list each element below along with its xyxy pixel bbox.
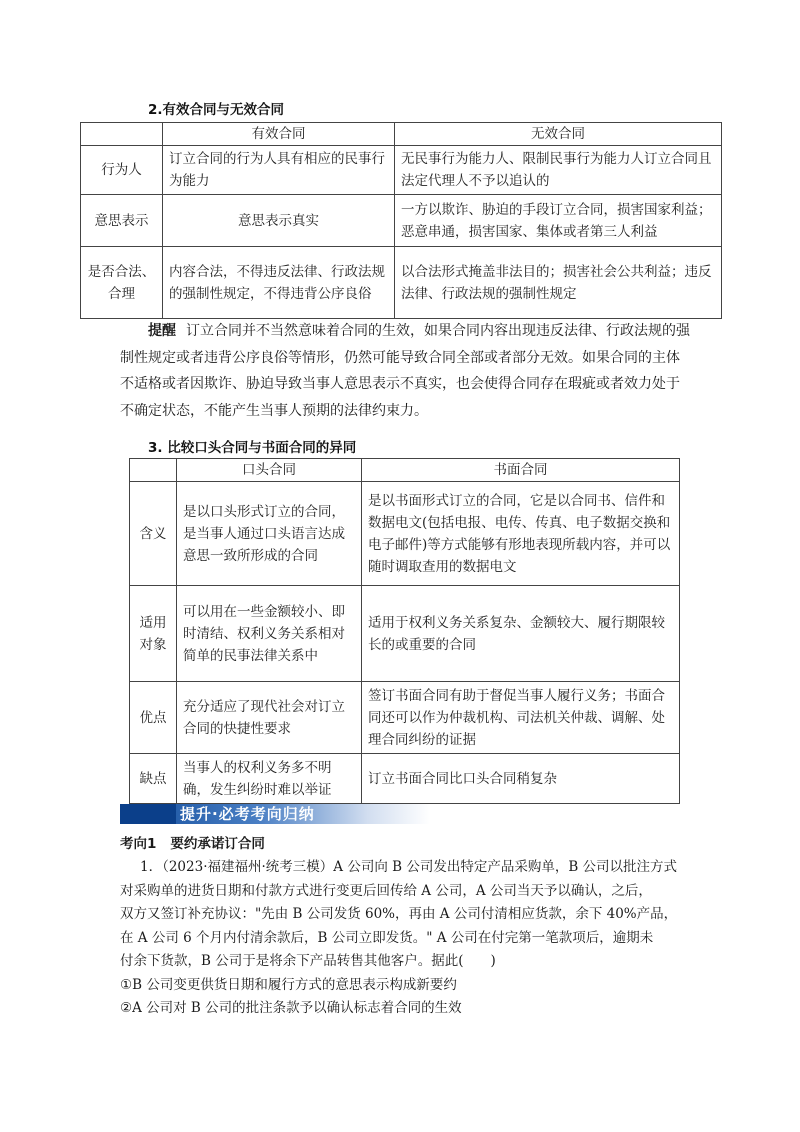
- written-cell: 适用于权利义务关系复杂、金额较大、履行期限较长的或重要的合同: [362, 586, 680, 682]
- section-heading-valid-invalid: 2.有效合同与无效合同: [148, 102, 285, 118]
- header-blank: [130, 459, 177, 482]
- table-row: [130, 754, 680, 804]
- answer-option: ②A 公司对 B 公司的批注条款予以确认标志着合同的生效: [120, 1000, 462, 1016]
- question-line: 在 A 公司 6 个月内付清余款后，B 公司立即发货。" A 公司在付完第一笔款项后，逾期未: [120, 929, 654, 946]
- header-invalid: 无效合同: [395, 123, 722, 146]
- valid-cell: 订立合同的行为人具有相应的民事行为能力: [163, 146, 395, 195]
- question-line: 付余下货款，B 公司于是将余下产品转售其他客户。据此( ): [120, 953, 496, 969]
- row-label: 适用对象: [130, 586, 177, 682]
- banner-text: 提升·必考考向归纳: [180, 805, 315, 823]
- table-header-row: [81, 123, 722, 146]
- row-label: 优点: [130, 682, 177, 754]
- table-header-row: [130, 459, 680, 482]
- row-label: 意思表示: [81, 195, 163, 247]
- question-body: [120, 856, 690, 1021]
- valid-invalid-table: [80, 122, 722, 319]
- reminder-text: 订立合同并不当然意味着合同的生效，如果合同内容出现违反法律、行政法规的强制性规定或者违背公序良俗等情形，仍然可能导致合同全部或者部分无效。如果合同的主体不适格或者因欺诈、胁迫导致当事人意思表示不真实，也会使得合同存在瑕疵或者效力处于不确定状态，不能产生当事人预期的法律约束力。: [120, 323, 690, 419]
- direction-label: 考向1: [120, 836, 157, 852]
- row-label: 含义: [130, 482, 177, 586]
- oral-cell: 当事人的权利义务多不明确，发生纠纷时难以举证: [177, 754, 362, 804]
- answer-option: ①B 公司变更供货日期和履行方式的意思表示构成新要约: [120, 976, 457, 993]
- oral-written-table: [129, 458, 680, 804]
- row-label: 是否合法、合理: [81, 247, 163, 319]
- written-cell: 签订书面合同有助于督促当事人履行义务；书面合同还可以作为仲裁机构、司法机关仲裁、调解、处理合同纠纷的证据: [362, 682, 680, 754]
- header-blank: [81, 123, 163, 146]
- header-written: 书面合同: [362, 459, 680, 482]
- question-line: 1．（2023·福建福州·统考三模）A 公司向 B 公司发出特定产品采购单，B 公司以批注方式: [140, 859, 678, 875]
- section-heading-oral-written: 3. 比较口头合同与书面合同的异同: [148, 440, 357, 456]
- invalid-cell: 无民事行为能力人、限制民事行为能力人订立合同且法定代理人不予以追认的: [395, 146, 722, 195]
- header-valid: 有效合同: [163, 123, 395, 146]
- direction-title: 要约承诺订合同: [170, 836, 265, 852]
- valid-cell: 内容合法，不得违反法律、行政法规的强制性规定，不得违背公序良俗: [163, 247, 395, 319]
- reminder-paragraph: [120, 318, 690, 424]
- row-label: 行为人: [81, 146, 163, 195]
- oral-cell: 可以用在一些金额较小、即时清结、权利义务关系相对简单的民事法律关系中: [177, 586, 362, 682]
- valid-cell: 意思表示真实: [163, 195, 395, 247]
- table-row: [81, 146, 722, 195]
- table-row: [130, 586, 680, 682]
- invalid-cell: 以合法形式掩盖非法目的；损害社会公共利益；违反法律、行政法规的强制性规定: [395, 247, 722, 319]
- banner-bar: [120, 804, 176, 824]
- header-oral: 口头合同: [177, 459, 362, 482]
- table-row: [130, 682, 680, 754]
- table-row: [81, 195, 722, 247]
- question-line: 双方又签订补充协议："先由 B 公司发货 60%，再由 A 公司付清相应货款，余下 40%产品，: [120, 906, 678, 922]
- table-row: [130, 482, 680, 586]
- row-label: 缺点: [130, 754, 177, 804]
- question-direction-heading: [120, 832, 265, 852]
- oral-cell: 充分适应了现代社会对订立合同的快捷性要求: [177, 682, 362, 754]
- invalid-cell: 一方以欺诈、胁迫的手段订立合同，损害国家利益；恶意串通，损害国家、集体或者第三人利益: [395, 195, 722, 247]
- written-cell: 订立书面合同比口头合同稍复杂: [362, 754, 680, 804]
- written-cell: 是以书面形式订立的合同，它是以合同书、信件和数据电文(包括电报、电传、传真、电子数据交换和电子邮件)等方式能够有形地表现所载内容，并可以随时调取查用的数据电文: [362, 482, 680, 586]
- table-row: [81, 247, 722, 319]
- reminder-lead: 提醒: [148, 323, 176, 339]
- question-line: 对采购单的进货日期和付款方式进行变更后回传给 A 公司，A 公司当天予以确认，之后，: [120, 882, 652, 899]
- section-banner: [120, 804, 430, 824]
- oral-cell: 是以口头形式订立的合同，是当事人通过口头语言达成意思一致所形成的合同: [177, 482, 362, 586]
